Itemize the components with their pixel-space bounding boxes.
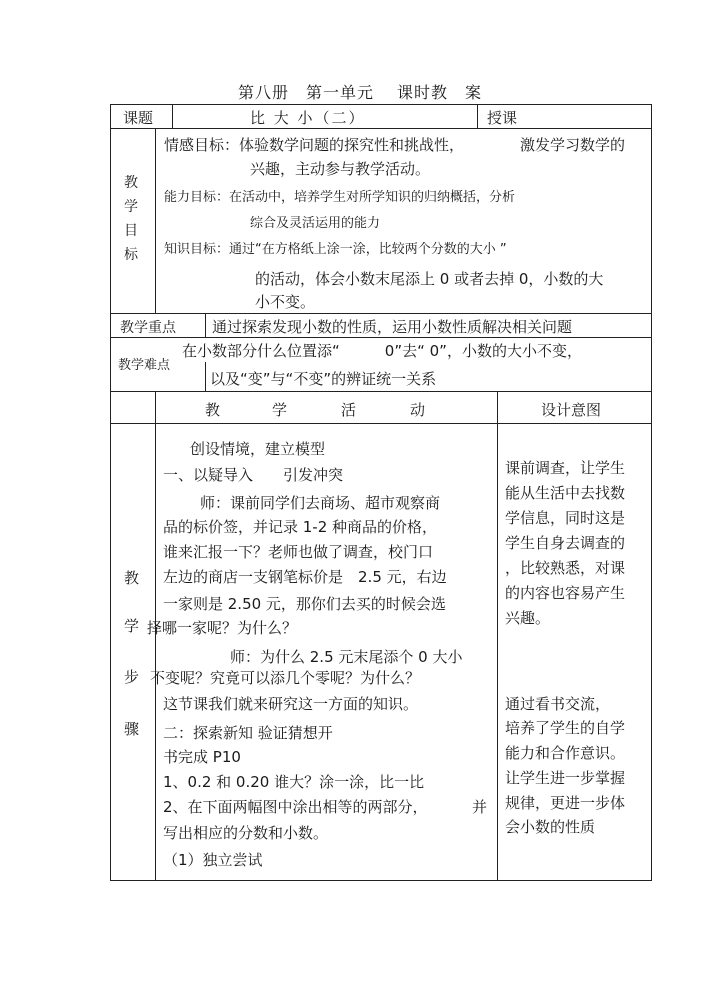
difficulty-label: 教学难点 <box>118 358 171 373</box>
key-point-text: 通过探索发现小数的性质，运用小数性质解决相关问题 <box>212 318 573 336</box>
design-intent-header: 设计意图 <box>541 401 602 419</box>
topic-label: 课题 <box>123 109 154 127</box>
step-line: 一家则是 2.50 元，那你们去买的时候会选 <box>163 595 446 613</box>
step-line: 书完成 P10 <box>163 748 241 766</box>
step-line: （1）独立尝试 <box>163 851 263 869</box>
step-line: 谁来汇报一下？老师也做了调查，校门口 <box>163 543 434 561</box>
page-title: 第八册 第一单元 课时教 案 <box>237 83 483 102</box>
step-line: 二：探索新知 验证猜想开 <box>163 724 333 742</box>
knowledge-goal-line2: 的活动，体会小数末尾添上 0 或者去掉 0，小数的大 <box>255 270 604 288</box>
affective-goal-line1-tail: 激发学习数学的 <box>520 136 626 154</box>
difficulty-line2: 以及“变”与“不变”的辨证统一关系 <box>210 370 437 388</box>
topic-value: 比 大 小（二） <box>250 109 366 127</box>
teacher-label: 授课 <box>487 109 518 127</box>
step-line: 择哪一家呢？为什么？ <box>147 619 298 637</box>
ability-goal-line1: 能力目标：在活动中，培养学生对所学知识的归纳概括，分析 <box>164 190 516 205</box>
step-line: 并 <box>472 798 488 816</box>
step-line: 左边的商店一支钢笔标价是 2.5 元，右边 <box>163 568 447 586</box>
step-line: 写出相应的分数和小数。 <box>163 824 329 842</box>
step-line: 师：为什么 2.5 元末尾添个 0 大小 <box>230 648 463 666</box>
step-line: 1、0.2 和 0.20 谁大？涂一涂，比一比 <box>163 773 425 791</box>
step-line: 一、以疑导入 引发冲突 <box>163 466 344 484</box>
step-line: 不变呢？究竟可以添几个零呢？为什么？ <box>150 669 421 687</box>
knowledge-goal-line1: 知识目标：通过“在方格纸上涂一涂，比较两个分数的大小 ” <box>164 242 507 257</box>
affective-goal-line1: 情感目标：体验数学问题的探究性和挑战性， <box>164 136 465 154</box>
ability-goal-line2: 综合及灵活运用的能力 <box>250 216 381 231</box>
affective-goal-line2: 兴趣，主动参与教学活动。 <box>250 160 431 178</box>
step-line: 2、在下面两幅图中涂出相等的两部分， <box>163 798 428 816</box>
step-line: 师：课前同学们去商场、超市观察商 <box>200 494 441 512</box>
step-line: 这节课我们就来研究这一方面的知识。 <box>163 695 419 713</box>
step-line: 创设情境，建立模型 <box>190 440 326 458</box>
key-point-label: 教学重点 <box>120 320 176 336</box>
difficulty-line1: 在小数部分什么位置添“ 0”去“ 0”，小数的大小不变， <box>182 342 582 360</box>
knowledge-goal-line3: 小不变。 <box>255 293 316 311</box>
step-line: 品的标价签，并记录 1-2 种商品的价格， <box>163 518 438 536</box>
